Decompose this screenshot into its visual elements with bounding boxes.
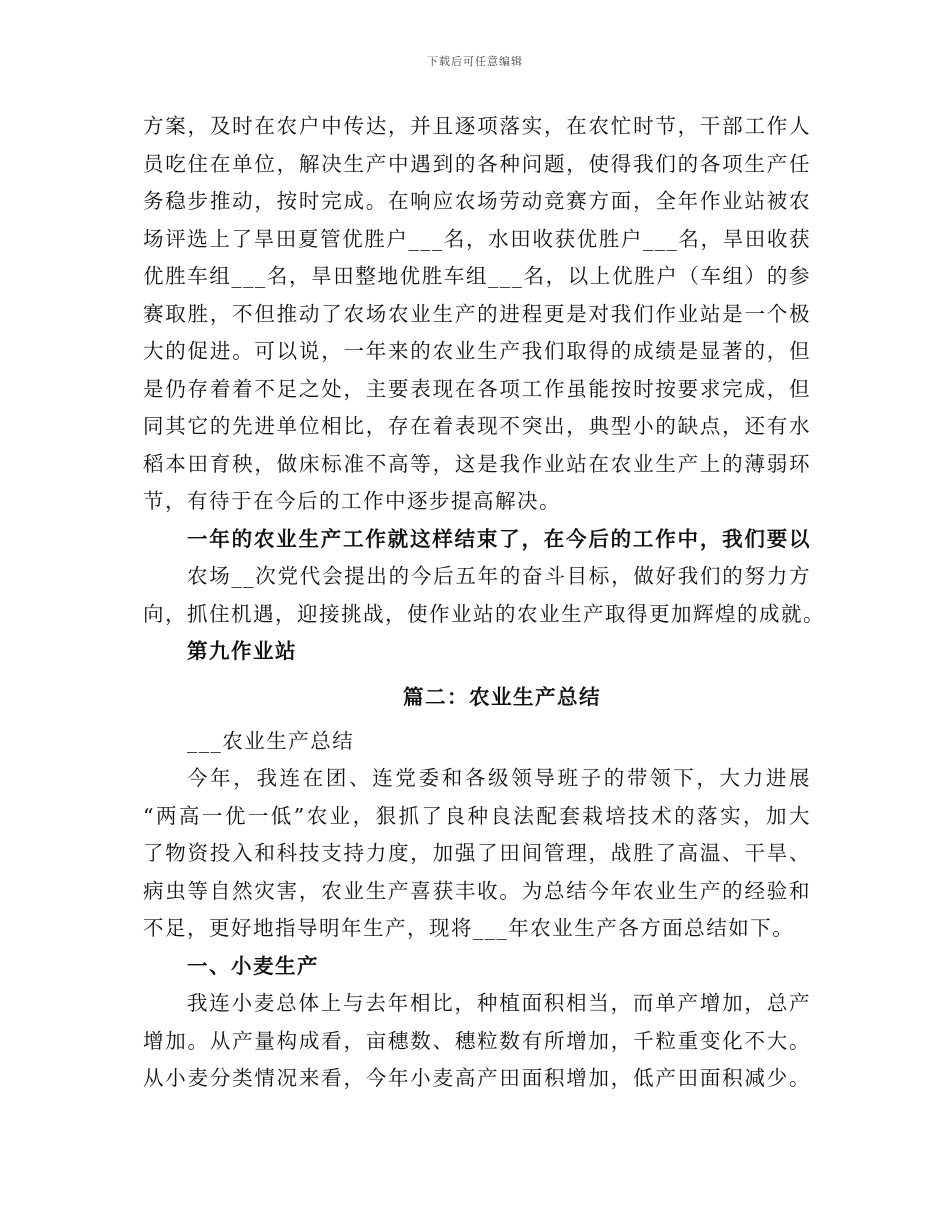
paragraph-line: 农场__次党代会提出的今后五年的奋斗目标，做好我们的努力方 bbox=[187, 564, 811, 588]
paragraph-line: 我连小麦总体上与去年相比，种植面积相当，而单产增加，总产 bbox=[187, 991, 811, 1015]
paragraph-line: 从小麦分类情况来看，今年小麦高产田面积增加，低产田面积减少。 bbox=[143, 1066, 811, 1090]
paragraph-line: 向，抓住机遇，迎接挑战，使作业站的农业生产取得更加辉煌的成就。 bbox=[143, 601, 825, 626]
paragraph-line: 今年，我连在团、连党委和各级领导班子的带领下，大力进展 bbox=[187, 766, 811, 790]
paragraph-line: 是仍存着着不足之处，主要表现在各项工作虽能按时按要求完成，但 bbox=[143, 376, 811, 401]
signature: 第九作业站 bbox=[187, 639, 297, 663]
paragraph-line: 节，有待于在今后的工作中逐步提高解决。 bbox=[143, 489, 561, 513]
page-header: 下载后可任意编辑 bbox=[427, 55, 523, 68]
bold-paragraph-line: 一年的农业生产工作就这样结束了，在今后的工作中，我们要以 bbox=[187, 526, 811, 551]
section-heading: 一、小麦生产 bbox=[187, 953, 319, 978]
paragraph-line: 场评选上了旱田夏管优胜户___名，水田收获优胜户___名，旱田收获 bbox=[143, 226, 811, 251]
paragraph-line: 方案，及时在农户中传达，并且逐项落实，在农忙时节，干部工作人 bbox=[143, 114, 811, 138]
subtitle: ___农业生产总结 bbox=[187, 728, 355, 753]
paragraph-line: 增加。从产量构成看，亩穗数、穗粒数有所增加，千粒重变化不大。 bbox=[143, 1028, 811, 1053]
paragraph-line: “两高一优一低”农业，狠抓了良种良法配套栽培技术的落实，加大 bbox=[143, 803, 811, 828]
paragraph-line: 同其它的先进单位相比，存在着表现不突出，典型小的缺点，还有水 bbox=[143, 414, 811, 438]
section-title: 篇二：农业生产总结 bbox=[403, 684, 601, 709]
paragraph-line: 务稳步推动，按时完成。在响应农场劳动竞赛方面，全年作业站被农 bbox=[143, 189, 811, 213]
paragraph-line: 赛取胜，不但推动了农场农业生产的进程更是对我们作业站是一个极 bbox=[143, 301, 811, 326]
paragraph-line: 员吃住在单位，解决生产中遇到的各种问题，使得我们的各项生产任 bbox=[143, 151, 811, 176]
paragraph-line: 了物资投入和科技支持力度，加强了田间管理，战胜了高温、干旱、 bbox=[143, 841, 811, 865]
document-body bbox=[143, 108, 825, 1098]
paragraph-line: 稻本田育秧，做床标准不高等，这是我作业站在农业生产上的薄弱环 bbox=[143, 451, 811, 476]
paragraph-line: 不足，更好地指导明年生产，现将___年农业生产各方面总结如下。 bbox=[143, 916, 795, 940]
paragraph-line: 病虫等自然灾害，农业生产喜获丰收。为总结今年农业生产的经验和 bbox=[143, 878, 811, 903]
paragraph-line: 大的促进。可以说，一年来的农业生产我们取得的成绩是显著的，但 bbox=[143, 339, 811, 363]
paragraph-line: 优胜车组___名，旱田整地优胜车组___名，以上优胜户（车组）的参 bbox=[143, 264, 811, 288]
